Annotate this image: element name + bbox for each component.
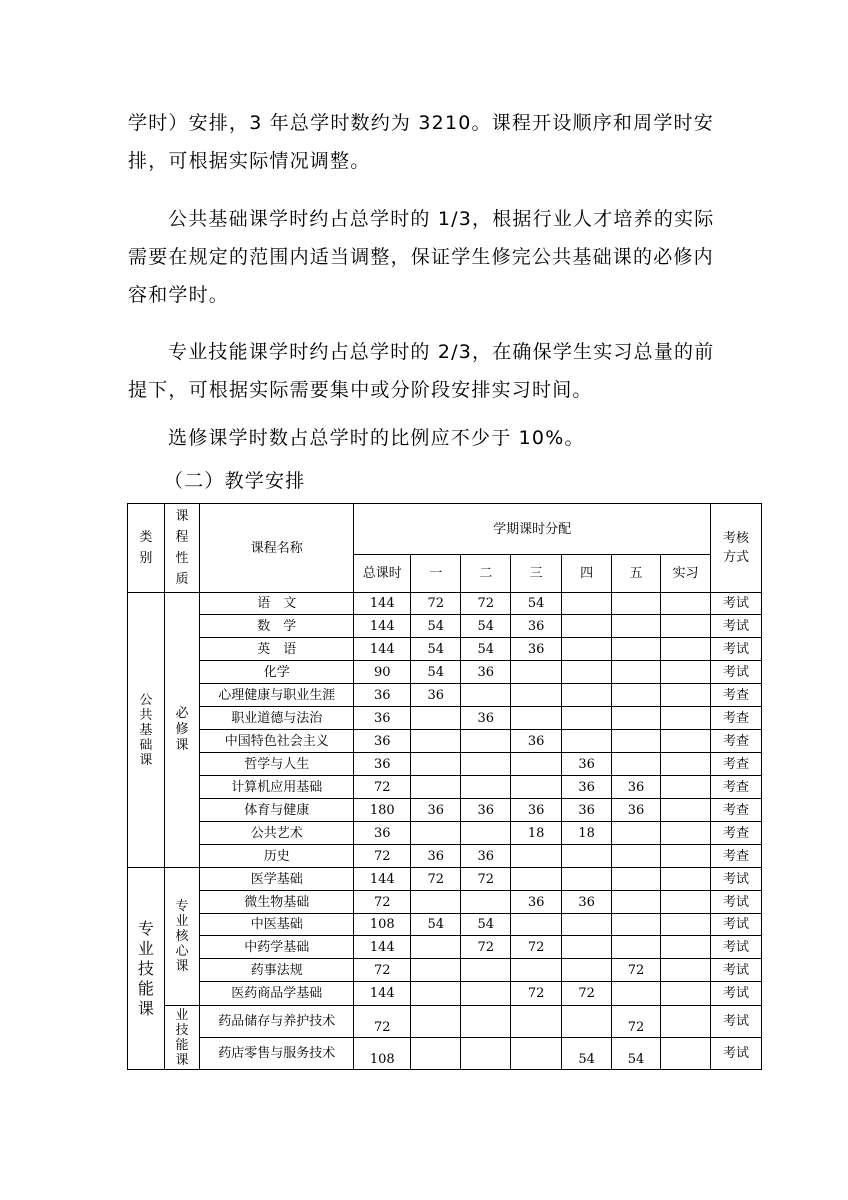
cell-assessment: 考试: [710, 982, 761, 1006]
table-row: [128, 822, 762, 845]
cell-assessment: 考试: [710, 891, 761, 914]
course-name: 微生物基础: [200, 891, 354, 914]
cell-internship: [661, 914, 711, 936]
cell-semester-2: [461, 822, 511, 845]
cell-semester-5: 72: [612, 1006, 661, 1038]
cell-semester-5: 54: [612, 1038, 661, 1070]
cell-internship: [661, 959, 711, 982]
cell-total: 144: [354, 593, 411, 615]
cell-semester-4: 36: [562, 753, 612, 776]
group-public-basic-label: 公共基础课: [139, 692, 153, 768]
paragraph-intro: 学时）安排，3 年总学时数约为 3210。课程开设顺序和周学时安排，可根据实际情况调整。: [128, 112, 714, 172]
cell-semester-4: 72: [562, 982, 612, 1006]
cell-assessment: 考试: [710, 936, 761, 959]
cell-semester-3: [511, 753, 562, 776]
cell-total: 72: [354, 845, 411, 868]
cell-total: 36: [354, 684, 411, 707]
cell-semester-2: 36: [461, 707, 511, 730]
course-name: 公共艺术: [200, 822, 354, 845]
cell-assessment: 考试: [710, 1038, 761, 1070]
cell-internship: [661, 684, 711, 707]
cell-total: 36: [354, 730, 411, 753]
cell-semester-3: [511, 1038, 562, 1070]
cell-assessment: 考试: [710, 914, 761, 936]
cell-semester-4: [562, 936, 612, 959]
cell-total: 72: [354, 1006, 411, 1038]
cell-semester-3: 54: [511, 593, 562, 615]
cell-semester-4: [562, 661, 612, 684]
cell-semester-5: 36: [612, 776, 661, 799]
cell-semester-1: [411, 1006, 461, 1038]
course-name: 心理健康与职业生涯: [200, 684, 354, 707]
cell-semester-1: [411, 1038, 461, 1070]
cell-semester-2: [461, 684, 511, 707]
cell-semester-1: [411, 822, 461, 845]
header-nature: [164, 504, 200, 593]
cell-semester-1: [411, 982, 461, 1006]
cell-semester-5: [612, 707, 661, 730]
cell-semester-3: 18: [511, 822, 562, 845]
cell-semester-1: 36: [411, 799, 461, 822]
cell-semester-5: [612, 615, 661, 638]
cell-total: 72: [354, 776, 411, 799]
group-skill-partial: [164, 1006, 200, 1070]
paragraph-professional-skill: 专业技能课学时约占总学时的 2/3，在确保学生实习总量的前提下，可根据实际需要集中或分阶段安排实习时间。: [128, 341, 715, 401]
cell-semester-2: 54: [461, 615, 511, 638]
header-category-label: 类别: [139, 530, 153, 566]
cell-total: 144: [354, 936, 411, 959]
cell-semester-1: [411, 730, 461, 753]
cell-semester-5: [612, 753, 661, 776]
cell-semester-2: [461, 753, 511, 776]
cell-semester-3: [511, 845, 562, 868]
cell-semester-4: 36: [562, 799, 612, 822]
cell-semester-3: 72: [511, 936, 562, 959]
cell-assessment: 考查: [710, 845, 761, 868]
cell-total: 36: [354, 753, 411, 776]
cell-assessment: 考查: [710, 776, 761, 799]
cell-semester-2: [461, 1006, 511, 1038]
cell-total: 72: [354, 959, 411, 982]
course-name: 英 语: [200, 638, 354, 661]
cell-total: 36: [354, 822, 411, 845]
cell-total: 36: [354, 707, 411, 730]
table-row: [128, 959, 762, 982]
cell-semester-1: [411, 707, 461, 730]
header-assessment: [710, 504, 761, 593]
cell-semester-5: [612, 914, 661, 936]
cell-semester-2: [461, 959, 511, 982]
table-row: [128, 593, 762, 615]
course-name: 中药学基础: [200, 936, 354, 959]
header-semester-4: 四: [562, 555, 612, 593]
header-distribution: 学期课时分配: [354, 504, 711, 555]
course-name: 药品储存与养护技术: [200, 1006, 354, 1038]
cell-semester-4: [562, 845, 612, 868]
cell-semester-1: [411, 753, 461, 776]
header-nature-label: 课程性质: [175, 509, 189, 587]
cell-semester-1: 72: [411, 593, 461, 615]
table-row: [128, 730, 762, 753]
cell-semester-2: [461, 776, 511, 799]
cell-semester-2: 36: [461, 661, 511, 684]
cell-semester-4: 36: [562, 776, 612, 799]
cell-semester-2: 36: [461, 845, 511, 868]
cell-assessment: 考试: [710, 868, 761, 891]
cell-total: 108: [354, 914, 411, 936]
section-title: （二）教学安排: [164, 470, 306, 492]
table-row: [128, 753, 762, 776]
course-name: 药事法规: [200, 959, 354, 982]
cell-semester-4: [562, 868, 612, 891]
cell-semester-4: [562, 684, 612, 707]
cell-semester-4: 18: [562, 822, 612, 845]
course-name: 化学: [200, 661, 354, 684]
group-required: [164, 593, 200, 868]
cell-semester-5: [612, 593, 661, 615]
cell-internship: [661, 661, 711, 684]
cell-internship: [661, 868, 711, 891]
paragraph-public-basic: 公共基础课学时约占总学时的 1/3，根据行业人才培养的实际需要在规定的范围内适当调整，保证学生修完公共基础课的必修内容和学时。: [128, 208, 715, 306]
cell-total: 180: [354, 799, 411, 822]
table-row: [128, 936, 762, 959]
cell-semester-3: [511, 684, 562, 707]
cell-semester-2: 54: [461, 914, 511, 936]
teaching-plan-table: [127, 503, 762, 1070]
header-semester-3: 三: [511, 555, 562, 593]
table-row: [128, 615, 762, 638]
group-professional-core-label: 专业核心课: [175, 899, 189, 974]
table-row: [128, 1038, 762, 1070]
cell-semester-3: [511, 959, 562, 982]
cell-semester-4: [562, 593, 612, 615]
cell-semester-2: 72: [461, 936, 511, 959]
group-skill-partial-label: 业技能课: [175, 1007, 189, 1068]
cell-assessment: 考试: [710, 638, 761, 661]
cell-semester-5: 72: [612, 959, 661, 982]
cell-semester-2: 54: [461, 638, 511, 661]
cell-semester-3: [511, 1006, 562, 1038]
table-row: [128, 684, 762, 707]
cell-semester-1: 72: [411, 868, 461, 891]
table-row: [128, 638, 762, 661]
cell-semester-3: 36: [511, 638, 562, 661]
cell-assessment: 考查: [710, 799, 761, 822]
group-professional-skill-label: 专业技能课: [137, 918, 154, 1018]
cell-semester-1: 54: [411, 638, 461, 661]
cell-semester-3: [511, 776, 562, 799]
cell-semester-4: [562, 638, 612, 661]
course-name: 中国特色社会主义: [200, 730, 354, 753]
course-name: 数 学: [200, 615, 354, 638]
group-required-label: 必修课: [175, 706, 189, 753]
table-row: [128, 868, 762, 891]
table-row: [128, 891, 762, 914]
cell-semester-3: 72: [511, 982, 562, 1006]
cell-semester-1: [411, 776, 461, 799]
header-course-name: 课程名称: [200, 504, 354, 593]
cell-semester-1: 54: [411, 615, 461, 638]
table-row: [128, 776, 762, 799]
cell-semester-5: [612, 730, 661, 753]
cell-semester-2: [461, 1038, 511, 1070]
cell-semester-5: [612, 868, 661, 891]
table-row: [128, 845, 762, 868]
cell-semester-4: [562, 707, 612, 730]
cell-semester-3: [511, 914, 562, 936]
header-semester-5: 五: [612, 555, 661, 593]
table-row: [128, 661, 762, 684]
table-row: [128, 707, 762, 730]
table-row: [128, 1006, 762, 1038]
cell-semester-2: 72: [461, 868, 511, 891]
course-name: 历史: [200, 845, 354, 868]
cell-semester-4: [562, 615, 612, 638]
cell-semester-4: [562, 1006, 612, 1038]
cell-semester-2: [461, 730, 511, 753]
cell-semester-1: 54: [411, 914, 461, 936]
cell-internship: [661, 638, 711, 661]
cell-internship: [661, 822, 711, 845]
cell-semester-4: [562, 959, 612, 982]
course-name: 计算机应用基础: [200, 776, 354, 799]
cell-assessment: 考查: [710, 730, 761, 753]
header-internship: 实习: [661, 555, 711, 593]
course-name: 中医基础: [200, 914, 354, 936]
cell-total: 144: [354, 868, 411, 891]
cell-semester-4: [562, 730, 612, 753]
cell-total: 72: [354, 891, 411, 914]
cell-internship: [661, 730, 711, 753]
group-public-basic: [128, 593, 165, 868]
cell-total: 90: [354, 661, 411, 684]
cell-semester-5: [612, 982, 661, 1006]
cell-semester-5: [612, 822, 661, 845]
table-row: [128, 914, 762, 936]
cell-assessment: 考试: [710, 1006, 761, 1038]
cell-internship: [661, 936, 711, 959]
cell-semester-5: [612, 638, 661, 661]
cell-semester-2: 36: [461, 799, 511, 822]
cell-total: 108: [354, 1038, 411, 1070]
cell-internship: [661, 776, 711, 799]
group-professional-core: [164, 868, 200, 1006]
cell-semester-5: [612, 684, 661, 707]
header-semester-1: 一: [411, 555, 461, 593]
cell-semester-3: [511, 868, 562, 891]
cell-internship: [661, 707, 711, 730]
cell-semester-3: 36: [511, 799, 562, 822]
cell-semester-1: 54: [411, 661, 461, 684]
cell-semester-1: [411, 891, 461, 914]
cell-semester-3: [511, 707, 562, 730]
cell-semester-3: 36: [511, 615, 562, 638]
cell-semester-3: 36: [511, 730, 562, 753]
course-name: 医学基础: [200, 868, 354, 891]
cell-total: 144: [354, 638, 411, 661]
cell-internship: [661, 845, 711, 868]
header-assessment-label: 考核方式: [722, 531, 749, 565]
cell-internship: [661, 615, 711, 638]
course-name: 语 文: [200, 593, 354, 615]
cell-internship: [661, 593, 711, 615]
header-total: 总课时: [354, 555, 411, 593]
cell-semester-3: [511, 661, 562, 684]
cell-semester-5: [612, 936, 661, 959]
cell-assessment: 考查: [710, 753, 761, 776]
cell-semester-4: 54: [562, 1038, 612, 1070]
cell-assessment: 考查: [710, 707, 761, 730]
cell-semester-1: 36: [411, 684, 461, 707]
cell-assessment: 考查: [710, 684, 761, 707]
course-name: 药店零售与服务技术: [200, 1038, 354, 1070]
cell-assessment: 考试: [710, 959, 761, 982]
cell-semester-1: [411, 959, 461, 982]
cell-semester-5: [612, 661, 661, 684]
cell-assessment: 考试: [710, 615, 761, 638]
cell-semester-3: 36: [511, 891, 562, 914]
cell-internship: [661, 799, 711, 822]
cell-semester-2: [461, 891, 511, 914]
header-category: [128, 504, 165, 593]
cell-total: 144: [354, 615, 411, 638]
cell-semester-1: 36: [411, 845, 461, 868]
cell-internship: [661, 982, 711, 1006]
course-name: 医药商品学基础: [200, 982, 354, 1006]
group-professional-skill: [128, 868, 165, 1070]
header-semester-2: 二: [461, 555, 511, 593]
cell-semester-2: 72: [461, 593, 511, 615]
course-name: 体育与健康: [200, 799, 354, 822]
cell-semester-4: 36: [562, 891, 612, 914]
cell-internship: [661, 891, 711, 914]
cell-total: 144: [354, 982, 411, 1006]
course-name: 职业道德与法治: [200, 707, 354, 730]
cell-assessment: 考查: [710, 822, 761, 845]
cell-internship: [661, 1006, 711, 1038]
cell-assessment: 考试: [710, 593, 761, 615]
cell-internship: [661, 1038, 711, 1070]
cell-internship: [661, 753, 711, 776]
cell-semester-5: [612, 845, 661, 868]
course-name: 哲学与人生: [200, 753, 354, 776]
cell-semester-2: [461, 982, 511, 1006]
table-row: [128, 982, 762, 1006]
cell-assessment: 考试: [710, 661, 761, 684]
table-row: [128, 799, 762, 822]
cell-semester-4: [562, 914, 612, 936]
paragraph-elective: 选修课学时数占总学时的比例应不少于 10%。: [168, 427, 585, 449]
cell-semester-5: 36: [612, 799, 661, 822]
cell-semester-5: [612, 891, 661, 914]
cell-semester-1: [411, 936, 461, 959]
